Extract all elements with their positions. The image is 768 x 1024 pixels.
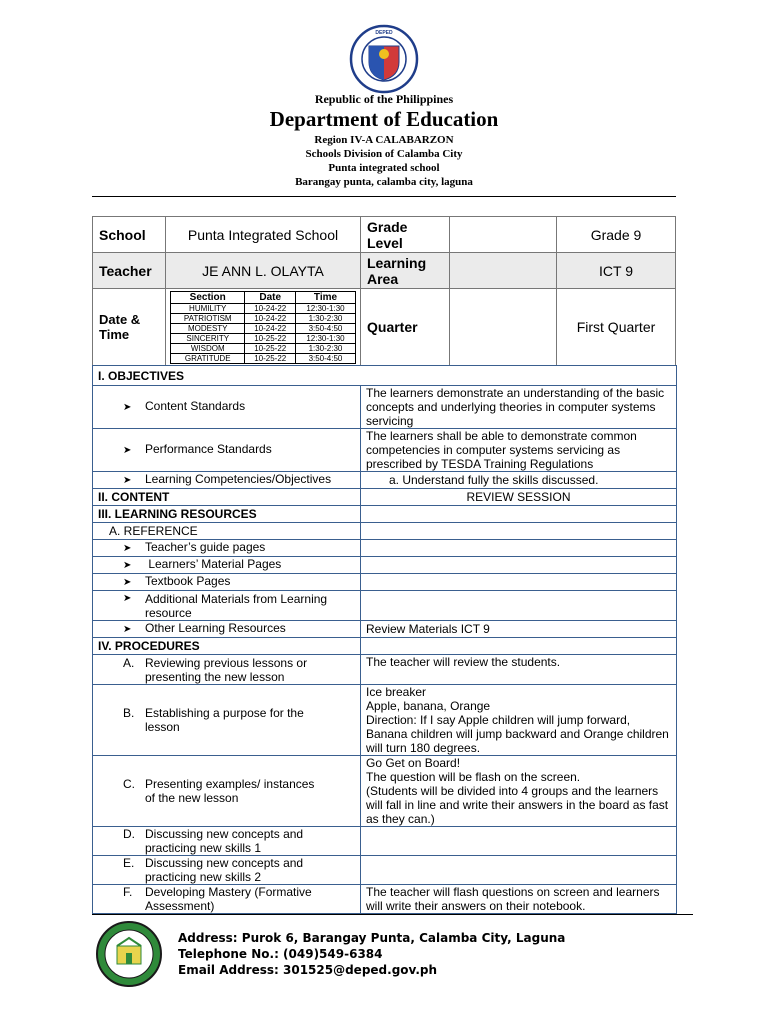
school-address-text: Barangay punta, calamba city, laguna xyxy=(295,176,473,188)
procedure-d xyxy=(93,827,361,856)
empty-cell xyxy=(361,827,677,856)
footer-email: Email Address: 301525@deped.gov.ph xyxy=(178,963,438,977)
procedure-b xyxy=(93,685,361,756)
table-row xyxy=(93,429,677,472)
table-row xyxy=(93,638,677,655)
procedure-letter: D. xyxy=(123,827,135,841)
table-row xyxy=(93,574,677,591)
procedure-c-line: (Students will be divided into 4 groups and the learners will fall in line and write their answers in the board as fast as they can.) xyxy=(366,784,669,826)
procedure-text: Reviewing previous lessons or presenting the new lesson xyxy=(145,655,308,684)
performance-standards-text: Performance Standards xyxy=(145,442,272,456)
school-text: Punta integrated school xyxy=(328,162,440,174)
textbook-text: Textbook Pages xyxy=(145,574,231,588)
schedule-cell: HUMILITY xyxy=(171,303,245,313)
learners-material-text: Learners’ Material Pages xyxy=(145,557,282,571)
competencies-label xyxy=(93,472,361,489)
reference-label: A. REFERENCE xyxy=(93,523,361,540)
teachers-guide-text: Teacher’s guide pages xyxy=(145,540,266,554)
table-row xyxy=(93,591,677,621)
footer-contact xyxy=(178,930,565,978)
area-label: Learning Area xyxy=(361,253,450,289)
arrow-bullet-icon: ➤ xyxy=(123,592,132,604)
table-row xyxy=(93,621,677,638)
table-row xyxy=(93,557,677,574)
schedule-row xyxy=(171,323,356,333)
teacher-value: JE ANN L. OLAYTA xyxy=(166,253,361,289)
table-row xyxy=(93,756,677,827)
schedule-table xyxy=(170,291,356,364)
procedures-heading: IV. PROCEDURES xyxy=(93,638,361,655)
empty-cell xyxy=(361,557,677,574)
school-label: School xyxy=(93,217,166,253)
area-value: ICT 9 xyxy=(557,253,676,289)
table-row xyxy=(93,827,677,856)
arrow-bullet-icon: ➤ xyxy=(123,560,132,571)
arrow-bullet-icon: ➤ xyxy=(123,624,132,635)
textbook-label xyxy=(93,574,361,591)
schedule-cell: 10-24-22 xyxy=(245,303,296,313)
header-divider xyxy=(92,196,676,197)
schedule-cell: 12:30-1:30 xyxy=(295,303,355,313)
performance-standards-label xyxy=(93,429,361,472)
schedule-cell: 12:30-1:30 xyxy=(295,333,355,343)
procedure-c-value xyxy=(361,756,677,827)
resources-heading: III. LEARNING RESOURCES xyxy=(93,506,361,523)
arrow-bullet-icon: ➤ xyxy=(123,475,132,486)
procedure-b-value xyxy=(361,685,677,756)
region-text: Region IV-A CALABARZON xyxy=(314,134,454,146)
schedule-row xyxy=(171,313,356,323)
schedule-row xyxy=(171,343,356,353)
table-row xyxy=(93,685,677,756)
procedure-c-line: The question will be flash on the screen. xyxy=(366,770,581,784)
arrow-bullet-icon: ➤ xyxy=(123,543,132,554)
procedure-f-value: The teacher will flash questions on screen and learners will write their answers on their notebook. xyxy=(361,885,677,914)
other-resources-text: Other Learning Resources xyxy=(145,621,286,635)
empty-cell xyxy=(361,540,677,557)
competencies-value: a. Understand fully the skills discussed. xyxy=(361,472,677,489)
procedure-a xyxy=(93,655,361,685)
empty-cell xyxy=(361,856,677,885)
arrow-bullet-icon: ➤ xyxy=(123,445,132,456)
footer-telephone: Telephone No.: (049)549-6384 xyxy=(178,947,383,961)
schedule-cell: 10-24-22 xyxy=(245,313,296,323)
schedule-header: Date xyxy=(245,291,296,303)
competencies-text: Learning Competencies/Objectives xyxy=(145,472,332,486)
datetime-label: Date & Time xyxy=(93,289,166,366)
arrow-bullet-icon: ➤ xyxy=(123,577,132,588)
schedule-header: Section xyxy=(171,291,245,303)
schedule-cell xyxy=(166,289,361,366)
table-row xyxy=(93,856,677,885)
additional-materials-label xyxy=(93,591,361,621)
performance-standards-value: The learners shall be able to demonstrate common competencies in computer systems servicing as prescribed by TESDA Training Regulations xyxy=(361,429,677,472)
schedule-cell: 3:50-4:50 xyxy=(295,323,355,333)
procedure-text: Establishing a purpose for the lesson xyxy=(145,706,304,734)
other-resources-label xyxy=(93,621,361,638)
empty-cell xyxy=(361,506,677,523)
schedule-cell: 1:30-2:30 xyxy=(295,313,355,323)
schedule-cell: 1:30-2:30 xyxy=(295,343,355,353)
table-row xyxy=(93,523,677,540)
empty-cell xyxy=(361,574,677,591)
arrow-bullet-icon: ➤ xyxy=(123,402,132,413)
table-row xyxy=(93,386,677,429)
procedure-letter: B. xyxy=(123,706,135,720)
empty-cell xyxy=(361,591,677,621)
procedure-f xyxy=(93,885,361,914)
svg-text:DEPED: DEPED xyxy=(375,30,393,36)
area-empty-cell xyxy=(450,253,557,289)
table-row xyxy=(93,885,677,914)
learners-material-label xyxy=(93,557,361,574)
content-standards-value: The learners demonstrate an understanding of the basic concepts and underlying theories in computer systems servicing xyxy=(361,386,677,429)
other-resources-value: Review Materials ICT 9 xyxy=(361,621,677,638)
footer-address: Address: Purok 6, Barangay Punta, Calamba City, Laguna xyxy=(178,931,566,945)
school-logo-icon xyxy=(95,920,163,988)
schedule-header: Time xyxy=(295,291,355,303)
procedure-letter: F. xyxy=(123,885,133,899)
procedure-b-line: Apple, banana, Orange xyxy=(366,699,491,713)
procedure-a-value: The teacher will review the students. xyxy=(361,655,677,685)
procedure-c-line: Go Get on Board! xyxy=(366,756,461,770)
procedure-c xyxy=(93,756,361,827)
content-heading: II. CONTENT xyxy=(93,489,361,506)
table-row xyxy=(93,489,677,506)
schedule-cell: 10-25-22 xyxy=(245,343,296,353)
schedule-cell: GRATITUDE xyxy=(171,353,245,363)
division-text: Schools Division of Calamba City xyxy=(305,148,463,160)
content-standards-text: Content Standards xyxy=(145,399,246,413)
procedure-letter: E. xyxy=(123,856,135,870)
schedule-cell: 3:50-4:50 xyxy=(295,353,355,363)
quarter-value: First Quarter xyxy=(557,289,676,366)
empty-cell xyxy=(361,638,677,655)
footer-divider xyxy=(92,914,693,915)
table-row xyxy=(93,506,677,523)
schedule-cell: 10-25-22 xyxy=(245,333,296,343)
procedure-letter: C. xyxy=(123,777,135,791)
empty-cell xyxy=(361,523,677,540)
lesson-info-table xyxy=(92,216,676,366)
schedule-cell: PATRIOTISM xyxy=(171,313,245,323)
deped-seal-icon xyxy=(347,24,421,94)
schedule-cell: 10-24-22 xyxy=(245,323,296,333)
department-title: Department of Education xyxy=(269,107,499,131)
schedule-row xyxy=(171,303,356,313)
procedure-text: Developing Mastery (Formative Assessment) xyxy=(145,885,312,913)
procedure-text: Discussing new concepts and practicing new skills 1 xyxy=(145,827,304,855)
school-value: Punta Integrated School xyxy=(166,217,361,253)
table-row xyxy=(93,655,677,685)
table-row xyxy=(93,540,677,557)
table-row xyxy=(93,472,677,489)
procedure-letter: A. xyxy=(123,655,135,670)
schedule-cell: 10-25-22 xyxy=(245,353,296,363)
schedule-cell: WISDOM xyxy=(171,343,245,353)
content-value: REVIEW SESSION xyxy=(361,489,677,506)
teacher-label: Teacher xyxy=(93,253,166,289)
procedure-text: Presenting examples/ instances of the new lesson xyxy=(145,777,315,805)
republic-text: Republic of the Philippines xyxy=(314,92,454,106)
teachers-guide-label xyxy=(93,540,361,557)
grade-value: Grade 9 xyxy=(557,217,676,253)
objectives-heading: I. OBJECTIVES xyxy=(93,366,677,386)
schedule-row xyxy=(171,333,356,343)
procedure-e xyxy=(93,856,361,885)
procedure-b-line: Direction: If I say Apple children will jump forward, Banana children will jump backward and Orange children will turn 180 degrees. xyxy=(366,713,669,755)
schedule-row xyxy=(171,353,356,363)
procedure-text: Discussing new concepts and practicing new skills 2 xyxy=(145,856,304,884)
quarter-empty-cell xyxy=(450,289,557,366)
quarter-label: Quarter xyxy=(361,289,450,366)
lesson-plan-table xyxy=(92,365,677,914)
additional-materials-text: Additional Materials from Learning resource xyxy=(145,591,328,620)
grade-label: Grade Level xyxy=(361,217,450,253)
content-standards-label xyxy=(93,386,361,429)
grade-empty-cell xyxy=(450,217,557,253)
schedule-cell: MODESTY xyxy=(171,323,245,333)
procedure-b-line: Ice breaker xyxy=(366,685,427,699)
schedule-cell: SINCERITY xyxy=(171,333,245,343)
